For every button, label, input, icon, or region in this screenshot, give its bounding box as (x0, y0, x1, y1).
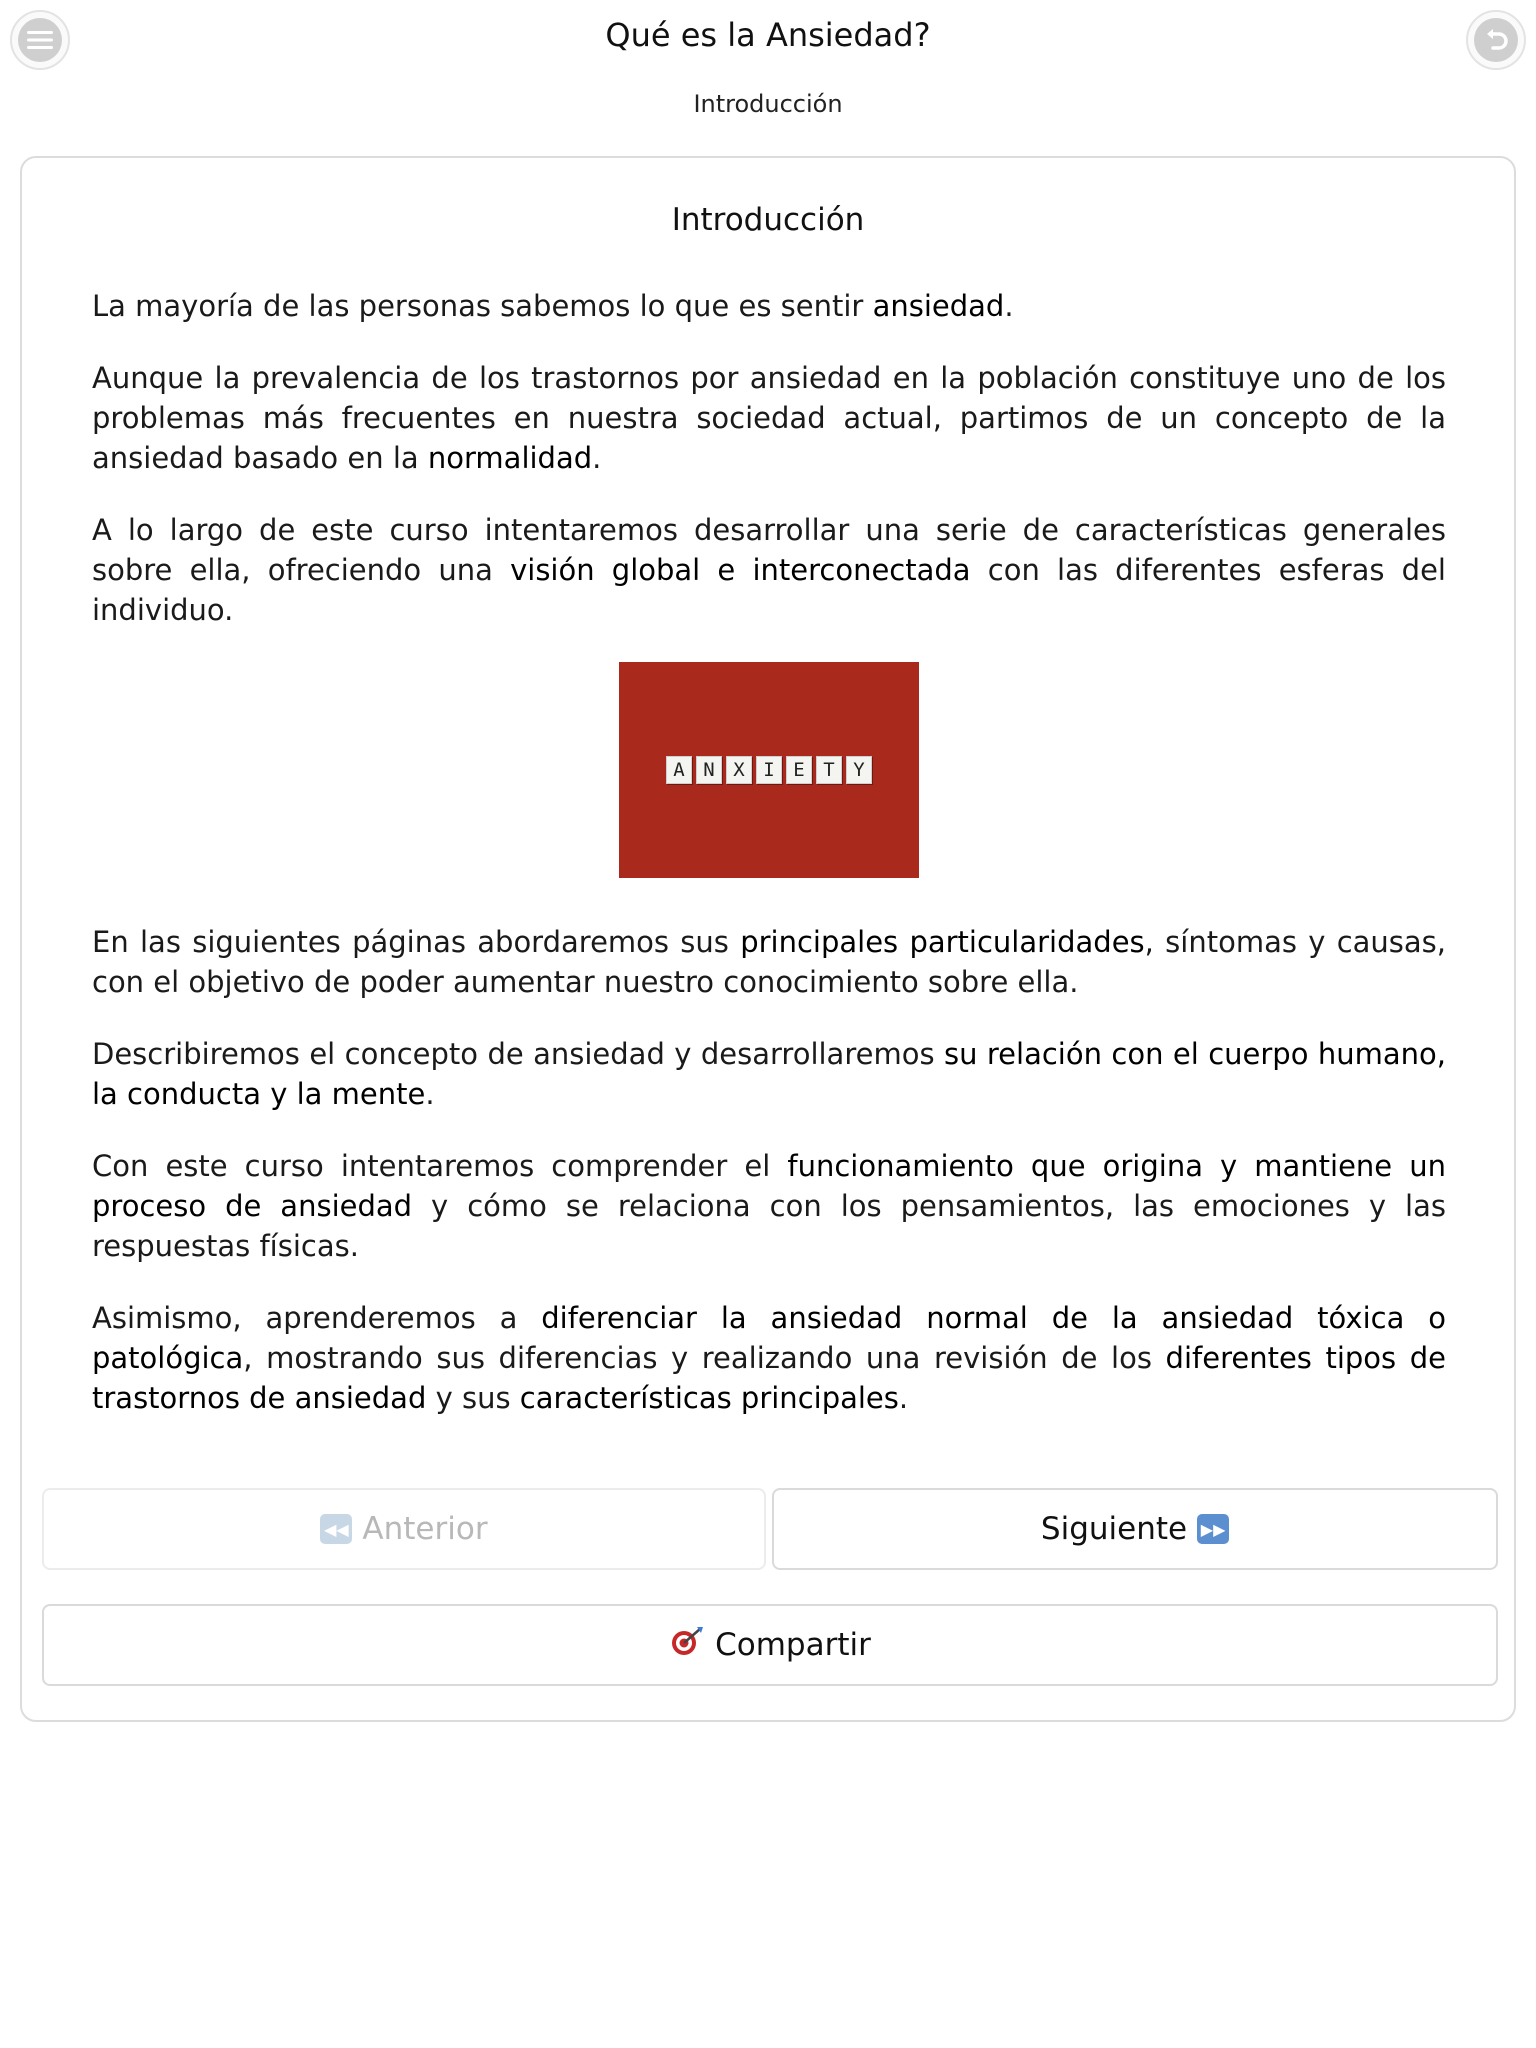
share-button[interactable] (42, 1604, 1498, 1686)
paragraph-text: La mayoría de las personas sabemos lo que es sentir (92, 289, 873, 323)
image-container (92, 662, 1446, 878)
emphasis-text: funcionamiento que origina y mantiene un proceso de ansiedad (92, 1149, 1446, 1223)
paragraph-text: y sus (426, 1381, 520, 1415)
paragraph (92, 510, 1446, 630)
emphasis-text: visión global e interconectada (510, 553, 971, 587)
paragraph-text: y cómo se relaciona con los pensamientos, las emociones y las respuestas físicas. (92, 1189, 1446, 1263)
emphasis-text: diferenciar la ansiedad normal de la ansiedad tóxica o patológica (92, 1301, 1446, 1375)
paragraph (92, 1034, 1446, 1114)
paragraph-text: Describiremos el concepto de ansiedad y desarrollaremos (92, 1037, 944, 1071)
page-subtitle: Introducción (693, 90, 843, 118)
letter-tile: Y (846, 756, 872, 784)
emphasis-text: normalidad (427, 441, 593, 475)
share-button-label: Compartir (715, 1627, 871, 1663)
letter-tile: T (816, 756, 842, 784)
fast-forward-icon: ▶▶ (1197, 1514, 1229, 1544)
letter-tile: X (726, 756, 752, 784)
target-dart-icon (669, 1625, 705, 1665)
emphasis-text: ansiedad (872, 289, 1005, 323)
paragraph-text: . (898, 1381, 909, 1415)
undo-arrow-icon (1474, 18, 1518, 62)
emphasis-text: diferentes tipos de trastornos de ansiedad (92, 1341, 1446, 1415)
next-button-label: Siguiente (1040, 1511, 1188, 1547)
paragraph-text: Con este curso intentaremos comprender el (92, 1149, 788, 1183)
paragraph-text: . (592, 441, 602, 475)
paragraph (92, 1298, 1446, 1418)
emphasis-text: su relación con el cuerpo humano, la conducta y la mente (92, 1037, 1446, 1111)
previous-button-label: Anterior (362, 1511, 488, 1547)
article-body (92, 286, 1446, 1450)
emphasis-text: características principales (519, 1381, 899, 1415)
anxiety-tiles-image (619, 662, 919, 878)
paragraph-text: . (1004, 289, 1014, 323)
letter-tile: E (786, 756, 812, 784)
paragraph (92, 1146, 1446, 1266)
section-heading: Introducción (671, 202, 865, 238)
letter-tile: A (666, 756, 692, 784)
paragraph-text: Asimismo, aprenderemos a (92, 1301, 542, 1335)
rewind-icon: ◀◀ (320, 1514, 352, 1544)
paragraph (92, 286, 1446, 326)
paragraph-text: Aunque la prevalencia de los trastornos por ansiedad en la población constituye uno de los problemas más frecuentes en nuestra sociedad actual, partimos de un concepto de la ansiedad basado en la (92, 361, 1446, 475)
back-button[interactable] (1466, 10, 1526, 70)
paragraph-text: , mostrando sus diferencias y realizando una revisión de los (243, 1341, 1166, 1375)
letter-tile: N (696, 756, 722, 784)
paragraph-text: , síntomas y causas, con el objetivo de poder aumentar nuestro conocimiento sobre ella. (92, 925, 1447, 999)
content-card (20, 156, 1516, 1722)
paragraph-text: En las siguientes páginas abordaremos sus (92, 925, 741, 959)
paragraph-text: A lo largo de este curso intentaremos desarrollar una serie de características generales sobre ella, ofreciendo una (92, 513, 1446, 587)
paragraph (92, 358, 1446, 478)
page-title: Qué es la Ansiedad? (605, 16, 931, 54)
previous-button[interactable] (42, 1488, 766, 1570)
paragraph (92, 922, 1446, 1002)
letter-tile: I (756, 756, 782, 784)
paragraph-text: . (425, 1077, 435, 1111)
emphasis-text: principales particularidades (740, 925, 1145, 959)
header (0, 0, 1536, 150)
paragraph-text: con las diferentes esferas del individuo. (92, 553, 1446, 627)
next-button[interactable] (772, 1488, 1498, 1570)
